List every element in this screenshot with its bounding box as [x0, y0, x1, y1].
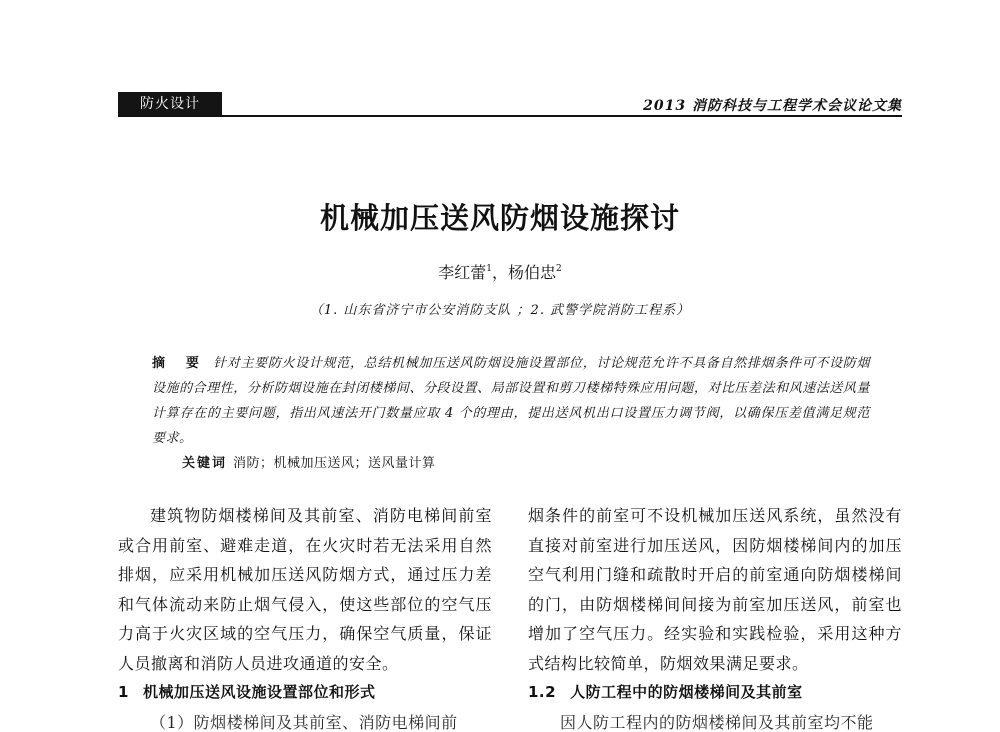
- section-heading: [118, 678, 492, 708]
- keywords-text: 消防；机械加压送风；送风量计算: [233, 456, 436, 471]
- left-column: [118, 501, 492, 732]
- journal-title: 2013 消防科技与工程学术会议论文集: [643, 98, 902, 114]
- body-paragraph-cut: 因人防工程内的防烟楼梯间及其前室均不能: [560, 712, 874, 732]
- author-affiliation-mark: 2: [556, 264, 562, 274]
- author-name: 李红蕾: [438, 263, 487, 282]
- affiliation: （1. 山东省济宁市公安消防支队 ；2. 武警学院消防工程系）: [309, 303, 691, 318]
- body-paragraph: 建筑物防烟楼梯间及其前室、消防电梯间前室或合用前室、避难走道，在火灾时若无法采用自然排烟，应采用机械加压送风防烟方式，通过压力差和气体流动来防止烟气侵入，使这些部位的空气压力高于火灾区域的空气压力，确保空气质量，保证人员撤离和消防人员进攻通道的安全。: [118, 506, 492, 673]
- section-heading-text: 机械加压送风设施设置部位和形式: [142, 683, 376, 701]
- abstract: [152, 351, 870, 451]
- header-rule: [118, 115, 902, 117]
- subsection-heading: [528, 678, 902, 708]
- abstract-text: 针对主要防火设计规范，总结机械加压送风防烟设施设置部位，讨论规范允许不具备自然排烟条件可不设防烟设施的合理性，分析防烟设施在封闭楼梯间、分段设置、局部设置和剪刀楼梯特殊应用问题，对比压差法和风速法送风量计算存在的主要问题，指出风速法开门数量应取 4 个的理由，提出送风机出口设置压力调节阀，以确保压差值满足规范要求。: [152, 356, 870, 446]
- author-line: [0, 260, 1000, 283]
- author-affiliation-mark: 1: [486, 264, 492, 274]
- subsection-number: 1.2: [528, 683, 557, 701]
- abstract-label: 摘 要: [152, 356, 208, 371]
- keywords: [182, 452, 436, 471]
- right-column: [528, 501, 902, 732]
- paper-title: 机械加压送风防烟设施探讨: [319, 201, 680, 235]
- body-paragraph-cut: （1）防烟楼梯间及其前室、消防电梯间前: [150, 712, 458, 732]
- author-name: 杨伯忠: [508, 263, 557, 282]
- keywords-label: 关键词: [182, 456, 228, 471]
- section-number: 1: [118, 683, 129, 701]
- subsection-heading-text: 人防工程中的防烟楼梯间及其前室: [570, 683, 803, 701]
- author-separator: ，: [491, 263, 508, 282]
- section-tag: 防火设计: [118, 92, 222, 116]
- body-paragraph: 烟条件的前室可不设机械加压送风系统，虽然没有直接对前室进行加压送风，因防烟楼梯间内的加压空气利用门缝和疏散时开启的前室通向防烟楼梯间的门，由防烟楼梯间间接为前室加压送风，前室也增加了空气压力。经实验和实践检验，采用这种方式结构比较简单，防烟效果满足要求。: [528, 506, 902, 673]
